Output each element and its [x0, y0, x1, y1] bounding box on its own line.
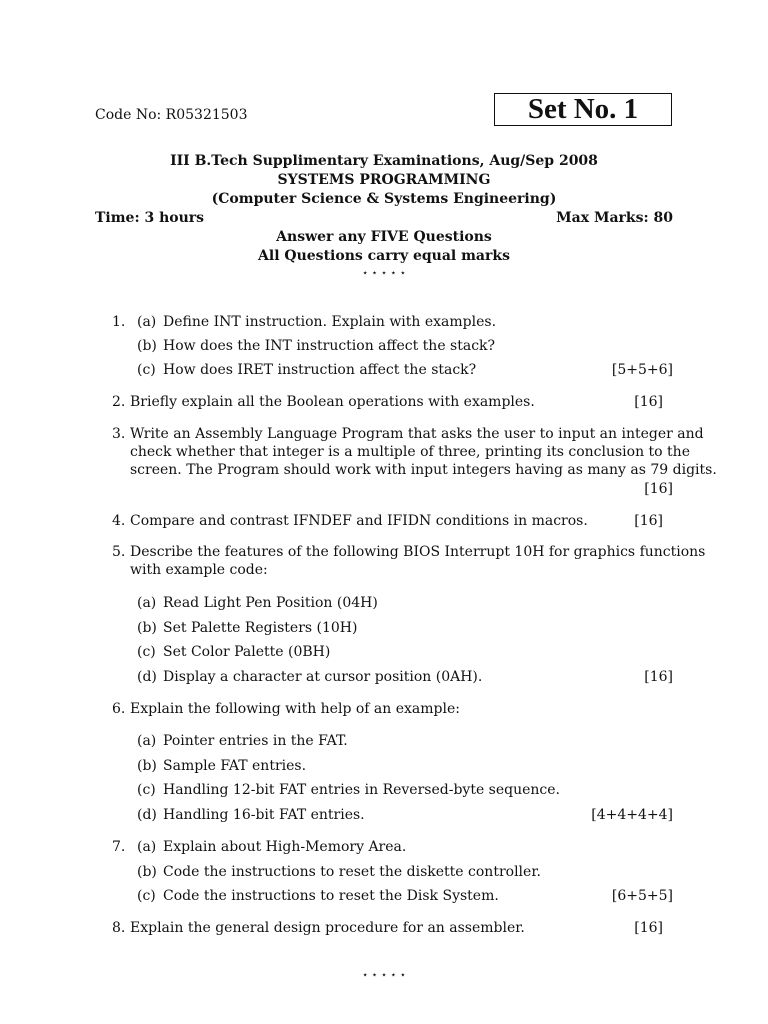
- sub-text: Set Color Palette (0BH): [163, 644, 331, 660]
- sub-text: How does the INT instruction affect the stack?: [163, 338, 496, 354]
- sub-label: (a): [137, 595, 157, 611]
- question-text: Explain the general design procedure for an assembler.: [130, 920, 525, 936]
- question-text-line: Describe the features of the following BIOS Interrupt 10H for graphics functions: [130, 544, 706, 560]
- marks: [16]: [634, 513, 663, 529]
- instruction-equal-marks: All Questions carry equal marks: [258, 248, 510, 264]
- sub-text: Handling 12-bit FAT entries in Reversed-byte sequence.: [163, 782, 561, 798]
- marks: [6+5+5]: [611, 888, 673, 904]
- sub-text: Handling 16-bit FAT entries.: [163, 807, 365, 823]
- sub-label: (c): [137, 888, 156, 904]
- exam-title: III B.Tech Supplimentary Examinations, Aug/Sep 2008: [170, 153, 598, 169]
- sub-text: Pointer entries in the FAT.: [163, 733, 348, 749]
- marks: [16]: [644, 669, 673, 685]
- question-text-line: check whether that integer is a multiple of three, printing its conclusion to the: [130, 444, 690, 460]
- sub-text: Read Light Pen Position (04H): [163, 595, 378, 611]
- question-text-line: screen. The Program should work with input integers having as many as 79 digits.: [130, 462, 717, 478]
- question-number: 3.: [112, 426, 126, 442]
- sub-text: How does IRET instruction affect the stack?: [163, 362, 477, 378]
- branch-title: (Computer Science & Systems Engineering): [211, 191, 557, 207]
- time-label: Time: 3 hours: [95, 210, 205, 226]
- question-text-line: with example code:: [130, 562, 268, 578]
- sub-text: Code the instructions to reset the diskette controller.: [163, 864, 541, 880]
- sub-text: Explain about High-Memory Area.: [163, 839, 407, 855]
- question-number: 4.: [112, 513, 126, 529]
- question-text-line: Write an Assembly Language Program that asks the user to input an integer and: [130, 426, 704, 442]
- footer-stars: ⋆ ⋆ ⋆ ⋆ ⋆: [361, 970, 406, 981]
- sub-text: Sample FAT entries.: [163, 758, 307, 774]
- question-number: 6.: [112, 701, 126, 717]
- max-marks-label: Max Marks: 80: [556, 210, 673, 226]
- question-text: Compare and contrast IFNDEF and IFIDN conditions in macros.: [130, 513, 588, 529]
- sub-label: (b): [137, 338, 157, 354]
- set-number-box: Set No. 1: [494, 93, 672, 126]
- marks: [16]: [634, 394, 663, 410]
- sub-text: Set Palette Registers (10H): [163, 620, 358, 636]
- sub-text: Define INT instruction. Explain with examples.: [163, 314, 497, 330]
- question-number: 7.: [112, 839, 126, 855]
- code-number: Code No: R05321503: [95, 107, 248, 123]
- sub-label: (c): [137, 362, 156, 378]
- sub-text: Display a character at cursor position (0AH).: [163, 669, 483, 685]
- marks: [5+5+6]: [611, 362, 673, 378]
- sub-text: Code the instructions to reset the Disk System.: [163, 888, 499, 904]
- instruction-answer-five: Answer any FIVE Questions: [276, 229, 492, 245]
- sub-label: (b): [137, 620, 157, 636]
- header-stars: ⋆ ⋆ ⋆ ⋆ ⋆: [361, 268, 406, 279]
- sub-label: (a): [137, 314, 157, 330]
- sub-label: (b): [137, 864, 157, 880]
- question-number: 2.: [112, 394, 126, 410]
- marks: [16]: [634, 920, 663, 936]
- question-number: 1.: [112, 314, 126, 330]
- question-number: 8.: [112, 920, 126, 936]
- sub-label: (c): [137, 782, 156, 798]
- question-number: 5.: [112, 544, 126, 560]
- question-text: Explain the following with help of an example:: [130, 701, 460, 717]
- question-text: Briefly explain all the Boolean operations with examples.: [130, 394, 535, 410]
- sub-label: (d): [137, 807, 157, 823]
- sub-label: (d): [137, 669, 157, 685]
- sub-label: (b): [137, 758, 157, 774]
- marks: [4+4+4+4]: [591, 807, 673, 823]
- marks: [16]: [644, 481, 673, 497]
- sub-label: (a): [137, 839, 157, 855]
- subject-title: SYSTEMS PROGRAMMING: [277, 172, 491, 188]
- sub-label: (c): [137, 644, 156, 660]
- sub-label: (a): [137, 733, 157, 749]
